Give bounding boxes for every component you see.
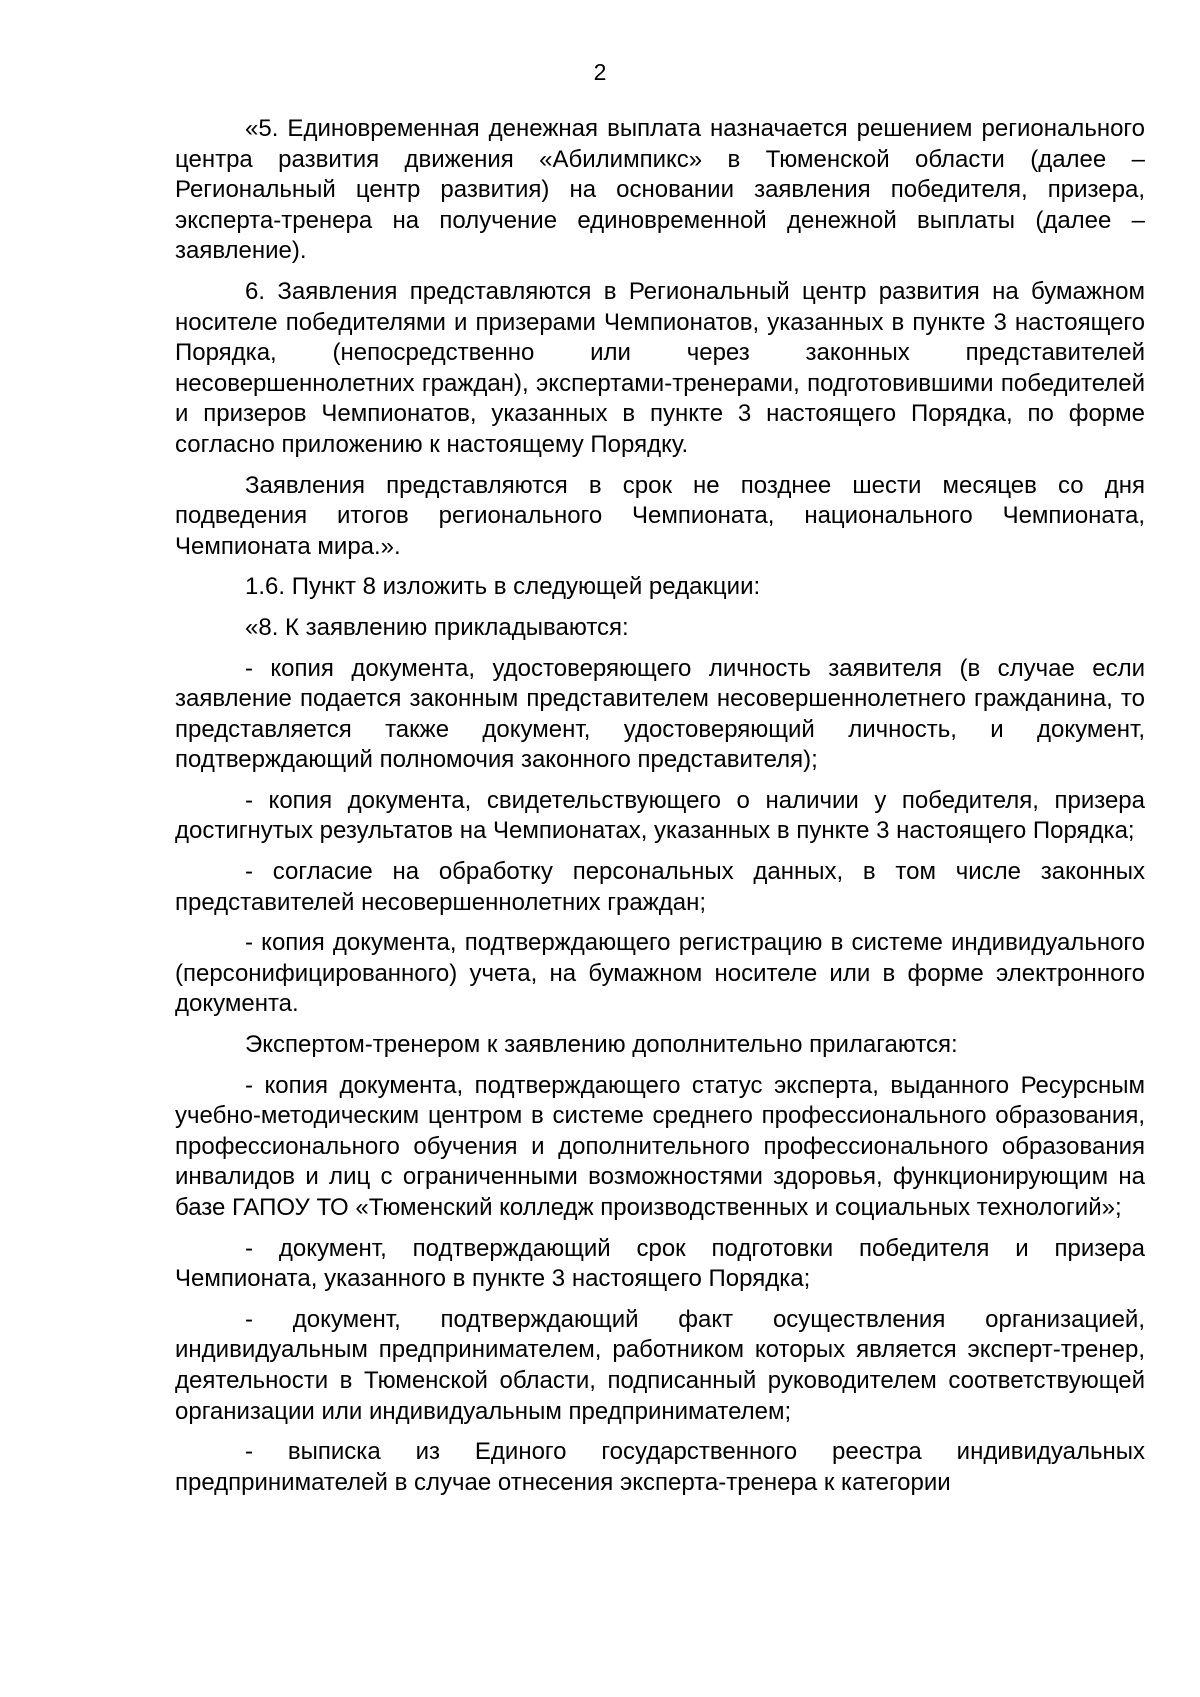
paragraph-point-5: «5. Единовременная денежная выплата назначается решением регионального центра развития движения «Абилимпикс» в Тюменской области (далее – Региональный центр развития) на основании заявления победителя, призера, эксперта-тренера на получение единовременной денежной выплаты (далее – заявление). xyxy=(175,115,1145,265)
list-item-data-consent: - согласие на обработку персональных данных, в том числе законных представителей несовершеннолетних граждан; xyxy=(175,858,1145,916)
list-item-activity-confirmation: - документ, подтверждающий факт осуществления организацией, индивидуальным предпринимателем, работником которых является эксперт-тренер, деятельности в Тюменской области, подписанный руководителем соответствующей организации или индивидуальным предпринимателем; xyxy=(175,1305,1145,1425)
page-number: 2 xyxy=(593,59,607,85)
list-item-registration-document: - копия документа, подтверждающего регистрацию в системе индивидуального (персонифицированного) учета, на бумажном носителе или в форме электронного документа. xyxy=(175,929,1145,1018)
paragraph-deadline: Заявления представляются в срок не позднее шести месяцев со дня подведения итогов регионального Чемпионата, национального Чемпионата, Чемпионата мира.». xyxy=(175,471,1145,560)
list-item-training-period: - документ, подтверждающий срок подготовки победителя и призера Чемпионата, указанного в пункте 3 настоящего Порядка; xyxy=(175,1234,1145,1293)
paragraph-point-6: 6. Заявления представляются в Региональный центр развития на бумажном носителе победителями и призерами Чемпионатов, указанных в пункте 3 настоящего Порядка, (непосредственно или через законных представителей несовершеннолетних граждан), экспертами-тренерами, подготовившими победителей и призеров Чемпионатов, указанных в пункте 3 настоящего Порядка, по форме согласно приложению к настоящему Порядку. xyxy=(175,277,1145,458)
list-item-register-extract: - выписка из Единого государственного реестра индивидуальных предпринимателей в случае отнесения эксперта-тренера к категории xyxy=(175,1438,1145,1496)
list-item-results-document: - копия документа, свидетельствующего о наличии у победителя, призера достигнутых результатов на Чемпионатах, указанных в пункте 3 настоящего Порядка; xyxy=(175,786,1145,845)
list-item-expert-status: - копия документа, подтверждающего статус эксперта, выданного Ресурсным учебно-методическим центром в системе среднего профессионального образования, профессионального обучения и дополнительного профессионального образования инвалидов и лиц с ограниченными возможностями здоровья, функционирующим на базе ГАПОУ ТО «Тюменский колледж производственных и социальных технологий»; xyxy=(175,1071,1145,1221)
paragraph-point-8: «8. К заявлению прикладываются: xyxy=(245,613,629,641)
paragraph-expert-attachments: Экспертом-тренером к заявлению дополнительно прилагаются: xyxy=(245,1031,958,1059)
document-body xyxy=(175,114,1145,1508)
paragraph-amendment-1-6: 1.6. Пункт 8 изложить в следующей редакции: xyxy=(245,573,761,601)
list-item-identity-document: - копия документа, удостоверяющего личность заявителя (в случае если заявление подается законным представителем несовершеннолетнего гражданина, то представляется также документ, удостоверяющий личность, и документ, подтверждающий полномочия законного представителя); xyxy=(175,654,1145,774)
